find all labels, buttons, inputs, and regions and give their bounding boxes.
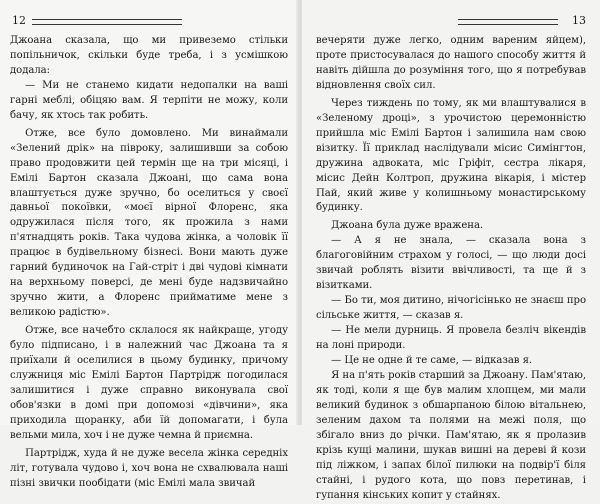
right-page-text	[316, 34, 586, 504]
paragraph: Партрідж, худа й не дуже весела жінка середніх літ, готувала чудово і, хоч вона не схвалювала наші пізні звички пообідати (міс Емілі мала звичай	[10, 447, 288, 489]
paragraph: Джоана сказала, що ми привеземо стільки попільничок, скільки буде треба, і з усмішкою додала:	[10, 35, 288, 76]
header-rule	[32, 19, 182, 25]
paragraph: Через тиждень по тому, як ми влаштувалися в «Зеленому дроці», з урочистою церемонністю прийшла міс Емілі Бартон і залишила нам свою візитку. Її приклад наслідували місис Симінгтон, дружина адвоката, міс Гріфіт, сестра лікаря, місис Дейн Колтроп, дружина вікарія, і містер Пай, який живе у колишньому монастирському будинку.	[316, 97, 586, 214]
paragraph: Я на п'ять років старший за Джоану. Пам'ятаю, як тоді, коли я ще був малим хлопцем, ми мали великий будинок з обшарпаною білою вітальнею, зеленим дахом та полями на межі поля, що збігало вниз до річки. Пам'ятаю, як я пролазив крізь кущі малини, шукав вишні на дереві й кози під ліжком, і запах білої пилюки на подвір'ї біля стайні, і рудого кота, що повз перетинав, і гупання кінських копит у стайнях.	[316, 369, 586, 501]
paragraph: Отже, все начебто склалося як найкраще, угоду було підписано, і в належний час Джоана та я приїхали й оселилися в цьому будинку, причому служниця міс Емілі Бартон Партрідж погодилася залишитися і дуже справно виконувала свої обов'язки в домі при допомозі «дівчини», яка приходила щоранку, аби їй допомагати, і була вельми мила, хоч і не дуже чемна й приємна.	[10, 325, 288, 441]
paragraph: Джоана була дуже вражена.	[331, 220, 484, 232]
left-page-header	[10, 14, 288, 30]
header-rule	[458, 19, 558, 25]
paragraph: — Це не одне й те саме, — відказав я.	[331, 355, 533, 367]
paragraph: — Не мели дурниць. Я провела безліч вікендів на лоні природи.	[316, 325, 586, 352]
paragraph: — Ми не станемо кидати недопалки на ваші гарні меблі, обіцяю вам. Я терпіти не можу, коли бачу, як хтось так робить.	[10, 79, 288, 121]
paragraph: вечеряти дуже легко, одним вареним яйцем), проте пристосувалася до нашого способу життя й навіть дійшла до розуміння того, що я потребував відновлення своїх сил.	[316, 35, 586, 91]
left-page	[0, 0, 298, 489]
right-page-header	[316, 14, 586, 30]
right-page	[302, 0, 600, 501]
paragraph: — Бо ти, моя дитино, нічогісінько не знаєш про сільське життя, — сказав я.	[316, 295, 586, 322]
left-page-text	[10, 34, 288, 492]
paragraph: — А я не знала, — сказала вона з благоговійним страхом у голосі, — що люди досі звичай роблять візити ввічливості, та ще й з візитками.	[316, 235, 586, 292]
paragraph: Отже, все було домовлено. Ми винаймали «Зелений дрік» на півроку, залишивши за собою право продовжити цей термін ще на три місяці, і Емілі Бартон сказала Джоані, що сама вона влаштується дуже зручно, бо оселиться у своєї давньої покоївки, «моєї вірної Флоренс, яка одружилася після того, як прожила з нами п'ятнадцять років. Така чудова жінка, а чоловік її працює в будівельному бізнесі. Вони мають дуже гарний будиночок на Гай-стріт і дві чудові кімнати на верхньому поверсі, де мені буде надзвичайно зручно жити, а Флоренс прийматиме мене з великою радістю».	[10, 127, 288, 319]
left-page-number: 12	[12, 14, 26, 27]
right-page-number: 13	[572, 14, 586, 27]
